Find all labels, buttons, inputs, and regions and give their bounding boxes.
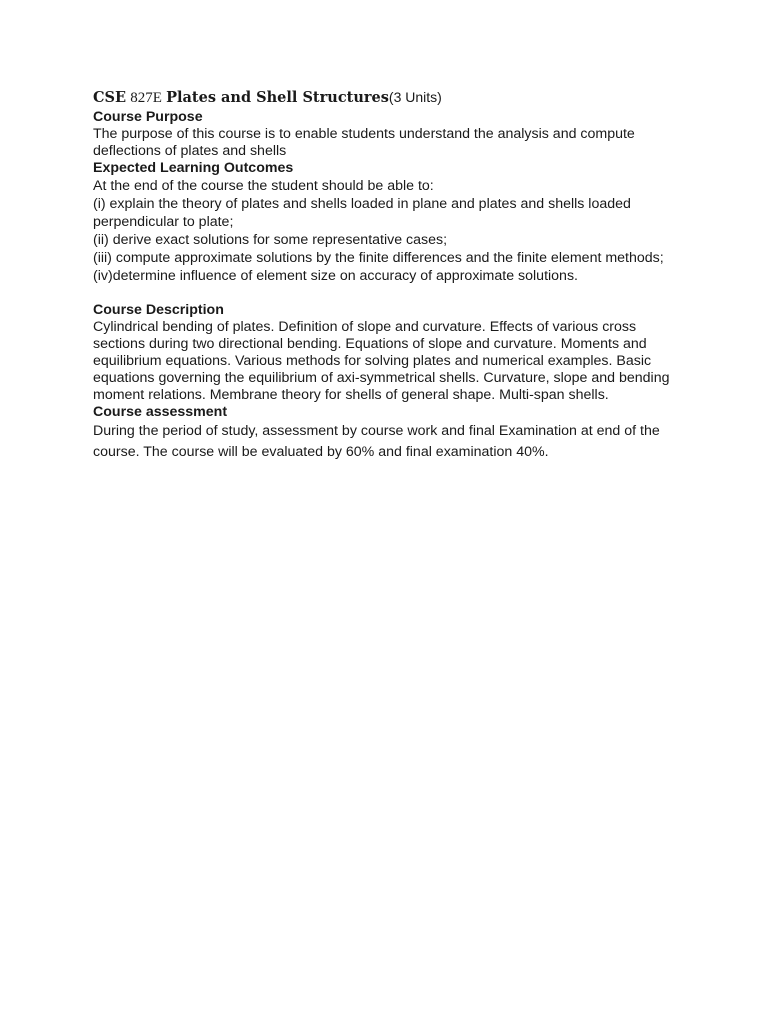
section-spacer [93,285,683,302]
purpose-heading: Course Purpose [93,109,203,125]
course-code-number: 827E [130,90,162,106]
course-title [93,86,683,109]
outcome-item: (iv)determine influence of element size on accuracy of approximate solutions. [93,268,578,284]
outcome-item: (i) explain the theory of plates and shells loaded in plane and plates and shells loaded perpendicular to plate; [93,196,631,230]
course-name: Plates and Shell Structures [166,89,389,106]
outcomes-heading: Expected Learning Outcomes [93,160,294,176]
assessment-text: During the period of study, assessment by course work and final Examination at end of the course. The course will be evaluated by 60% and final examination 40%. [93,423,660,460]
assessment-section [93,404,683,463]
course-units: (3 Units) [388,89,442,105]
description-section [93,302,683,404]
course-code-prefix: CSE [93,89,127,106]
outcome-item: (iii) compute approximate solutions by the finite differences and the finite element methods; [93,250,664,266]
purpose-text: The purpose of this course is to enable students understand the analysis and compute deflections of plates and shells [93,126,635,159]
purpose-section [93,109,683,160]
document-page [93,86,683,463]
description-heading: Course Description [93,302,224,318]
outcomes-section [93,160,683,285]
description-text: Cylindrical bending of plates. Definition of slope and curvature. Effects of various cross sections during two directional bending. Equations of slope and curvature. Moments and equilibrium equations. Various methods for solving plates and numerical examples. Basic equations governing the equilibrium of axi-symmetrical shells. Curvature, slope and bending moment relations. Membrane theory for shells of general shape. Multi-span shells. [93,319,670,403]
outcomes-intro: At the end of the course the student should be able to: [93,178,434,194]
outcome-item: (ii) derive exact solutions for some representative cases; [93,232,448,248]
assessment-heading: Course assessment [93,404,228,420]
